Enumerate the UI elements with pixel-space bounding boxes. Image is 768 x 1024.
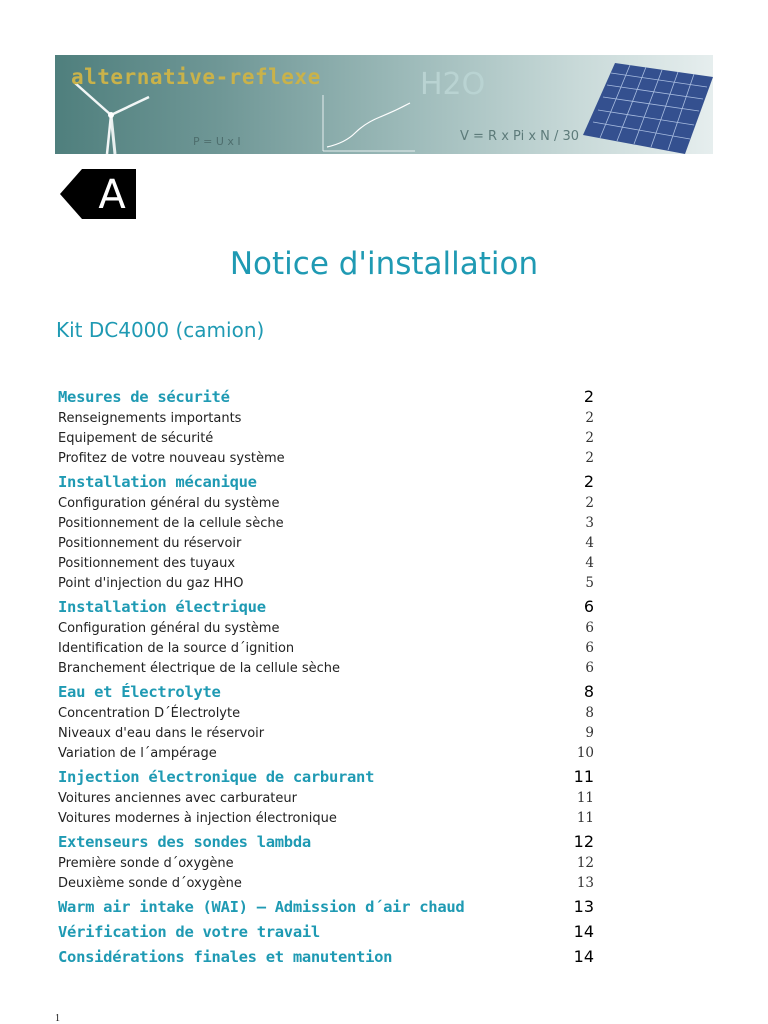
toc-page-number: 3: [585, 515, 594, 531]
toc-page-number: 11: [576, 790, 594, 806]
toc-section-label: Eau et Électrolyte: [58, 683, 221, 701]
toc-entry-label: Renseignements importants: [58, 411, 242, 426]
toc-entry-label: Configuration général du système: [58, 496, 280, 511]
wind-turbine-icon: [75, 83, 149, 154]
toc-entry-label: Première sonde d´oxygène: [58, 856, 234, 871]
toc-entry-row: [58, 788, 608, 808]
toc-page-number: 13: [576, 875, 594, 891]
energy-class-letter: A: [98, 172, 126, 218]
solar-panel-icon: [583, 63, 713, 154]
toc-entry-row: [58, 513, 608, 533]
toc-entry-row: [58, 573, 608, 593]
toc-entry-label: Configuration général du système: [58, 621, 280, 636]
toc-page-number: 4: [585, 555, 594, 571]
toc-entry-row: [58, 493, 608, 513]
toc-page-number: 8: [585, 705, 594, 721]
toc-entry-label: Variation de l´ampérage: [58, 746, 217, 761]
toc-entry-row: [58, 873, 608, 893]
toc-page-number: 2: [585, 450, 594, 466]
toc-section-label: Installation mécanique: [58, 473, 257, 491]
toc-section-row: [58, 383, 608, 408]
toc-section-label: Considérations finales et manutention: [58, 948, 393, 966]
toc-entry-row: [58, 703, 608, 723]
toc-entry-row: [58, 808, 608, 828]
toc-entry-label: Positionnement des tuyaux: [58, 556, 236, 571]
toc-page-number: 2: [585, 410, 594, 426]
toc-section-row: [58, 678, 608, 703]
toc-section-row: [58, 468, 608, 493]
toc-entry-label: Profitez de votre nouveau système: [58, 451, 285, 466]
toc-entry-row: [58, 553, 608, 573]
toc-page-number: 6: [585, 620, 594, 636]
toc-section-row: [58, 943, 608, 968]
banner-formula-speed: V = R x Pi x N / 30: [460, 129, 580, 144]
toc-page-number: 2: [583, 472, 594, 491]
toc-entry-row: [58, 638, 608, 658]
toc-entry-row: [58, 853, 608, 873]
toc-entry-row: [58, 408, 608, 428]
toc-entry-row: [58, 618, 608, 638]
toc-entry-label: Niveaux d'eau dans le réservoir: [58, 726, 265, 741]
toc-entry-label: Deuxième sonde d´oxygène: [58, 876, 242, 891]
toc-page-number: 6: [585, 640, 594, 656]
toc-section-row: [58, 828, 608, 853]
toc-page-number: 10: [576, 745, 594, 761]
toc-section-label: Vérification de votre travail: [58, 923, 320, 941]
toc-entry-row: [58, 658, 608, 678]
toc-page-number: 13: [573, 897, 594, 916]
banner-h2o-text: H2O: [420, 67, 486, 102]
page-number: 1: [55, 1013, 60, 1024]
toc-page-number: 12: [573, 832, 594, 851]
toc-entry-label: Concentration D´Électrolyte: [58, 706, 241, 721]
banner-formula-power: P = U x I: [193, 135, 241, 148]
toc-entry-row: [58, 533, 608, 553]
toc-page-number: 11: [576, 810, 594, 826]
curve-graph-icon: [323, 95, 415, 151]
toc-page-number: 9: [585, 725, 594, 741]
toc-section-row: [58, 593, 608, 618]
toc-section-row: [58, 893, 608, 918]
toc-section-label: Extenseurs des sondes lambda: [58, 833, 311, 851]
toc-page-number: 11: [573, 767, 594, 786]
toc-page-number: 4: [585, 535, 594, 551]
toc-entry-label: Equipement de sécurité: [58, 431, 214, 446]
toc-section-row: [58, 763, 608, 788]
toc-page-number: 2: [585, 495, 594, 511]
toc-section-label: Installation électrique: [58, 598, 266, 616]
toc-section-label: Warm air intake (WAI) – Admission d´air chaud: [58, 898, 465, 916]
toc-entry-label: Positionnement du réservoir: [58, 536, 242, 551]
toc-entry-row: [58, 743, 608, 763]
header-banner: [55, 55, 713, 154]
toc-page-number: 6: [583, 597, 594, 616]
toc-entry-row: [58, 723, 608, 743]
table-of-contents: [58, 383, 608, 968]
toc-entry-label: Branchement électrique de la cellule sèche: [58, 661, 341, 676]
banner-brand: alternative-reflexe: [71, 65, 321, 89]
toc-page-number: 12: [576, 855, 594, 871]
toc-section-label: Mesures de sécurité: [58, 388, 230, 406]
toc-entry-row: [58, 448, 608, 468]
toc-entry-label: Voitures anciennes avec carburateur: [58, 791, 297, 806]
toc-page-number: 2: [583, 387, 594, 406]
toc-section-label: Injection électronique de carburant: [58, 768, 375, 786]
toc-page-number: 14: [573, 922, 594, 941]
toc-page-number: 2: [585, 430, 594, 446]
toc-entry-label: Identification de la source d´ignition: [58, 641, 295, 656]
toc-entry-row: [58, 428, 608, 448]
toc-section-row: [58, 918, 608, 943]
toc-page-number: 8: [583, 682, 594, 701]
toc-entry-label: Positionnement de la cellule sèche: [58, 516, 284, 531]
document-subtitle: Kit DC4000 (camion): [56, 318, 265, 342]
toc-page-number: 5: [585, 575, 594, 591]
toc-page-number: 6: [585, 660, 594, 676]
toc-entry-label: Voitures modernes à injection électronique: [58, 811, 337, 826]
toc-page-number: 14: [573, 947, 594, 966]
toc-entry-label: Point d'injection du gaz HHO: [58, 576, 244, 591]
document-title: Notice d'installation: [229, 246, 539, 282]
